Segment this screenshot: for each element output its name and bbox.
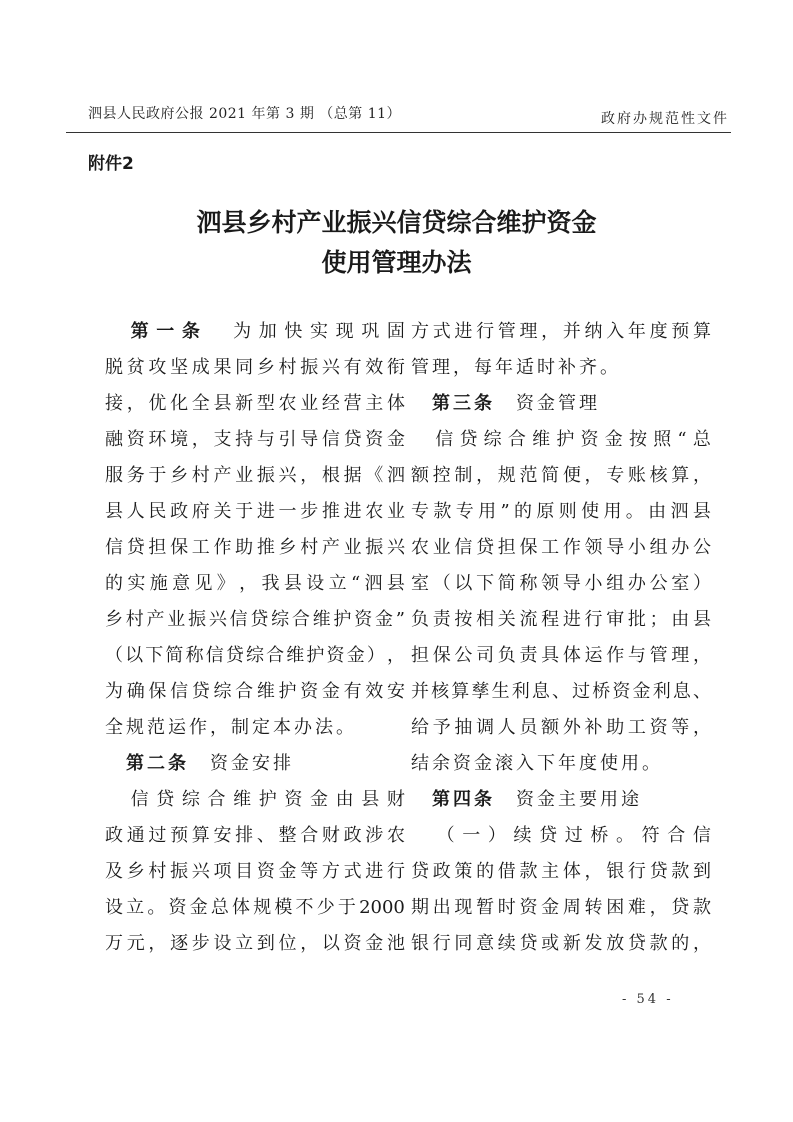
text-line: 万 元 ， 逐 步 设 立 到 位 ， 以 资 金 池	[105, 933, 405, 954]
text-line: 方 式 进 行 管 理 ， 并 纳 入 年 度 预 算	[411, 321, 711, 342]
text-line: 农 业 信 贷 担 保 工 作 领 导 小 组 办 公	[411, 537, 711, 558]
text-line: 接 ， 优 化 全 县 新 型 农 业 经 营 主 体	[105, 393, 405, 414]
text-line: 为 确 保 信 贷 综 合 维 护 资 金 有 效 安	[105, 681, 405, 702]
text-line: 信 贷 担 保 工 作 助 推 乡 村 产 业 振 兴	[105, 537, 405, 558]
text-line: 贷 政 策 的 借 款 主 体 ， 银 行 贷 款 到	[411, 861, 711, 882]
attachment-label: 附件2	[88, 154, 134, 174]
document-category: 政府办规范性文件	[601, 111, 729, 127]
text-line: （ 一 ） 续 贷 过 桥 。 符 合 信	[436, 825, 711, 846]
text-line: 信 贷 综 合 维 护 资 金 由 县 财	[130, 789, 405, 810]
text-line: 脱 贫 攻 坚 成 果 同 乡 村 振 兴 有 效 衔	[105, 357, 405, 378]
text-line: 第 三 条 资 金 管 理	[432, 393, 597, 414]
document-title-line-1: 泗县乡村产业振兴信贷综合维护资金	[196, 208, 597, 237]
text-line: 管 理 ， 每 年 适 时 补 齐 。	[411, 357, 618, 378]
header-rule	[66, 132, 731, 133]
text-line: 专 款 专 用 ” 的 原 则 使 用 。 由 泗 县	[411, 501, 711, 522]
text-line: 银 行 同 意 续 贷 或 新 发 放 贷 款 的 ，	[411, 933, 711, 954]
text-line: 及 乡 村 振 兴 项 目 资 金 等 方 式 进 行	[105, 861, 405, 882]
text-line: 乡 村 产 业 振 兴 信 贷 综 合 维 护 资 金 ”	[105, 609, 405, 630]
text-line: 负 责 按 相 关 流 程 进 行 审 批 ； 由 县	[411, 609, 711, 630]
text-line: 县 人 民 政 府 关 于 进 一 步 推 进 农 业	[105, 501, 405, 522]
text-line: 担 保 公 司 负 责 具 体 运 作 与 管 理 ，	[411, 645, 711, 666]
text-line: 期 出 现 暂 时 资 金 周 转 困 难 ， 贷 款	[411, 897, 711, 918]
text-line: 全 规 范 运 作 ， 制 定 本 办 法 。	[105, 717, 354, 738]
right-column	[411, 314, 711, 962]
journal-header: 泗县人民政府公报 2021 年第 3 期 （总第 11）	[88, 106, 402, 122]
text-line: 融 资 环 境 ， 支 持 与 引 导 信 贷 资 金	[105, 429, 405, 450]
text-line: 的 实 施 意 见 》 ， 我 县 设 立 “ 泗 县	[105, 573, 405, 594]
text-line: 第 一 条 为 加 快 实 现 巩 固	[130, 321, 405, 342]
left-column	[105, 314, 405, 962]
text-line: 并 核 算 孳 生 利 息 、 过 桥 资 金 利 息 、	[411, 681, 711, 702]
text-line: 政 通 过 预 算 安 排 、 整 合 财 政 涉 农	[105, 825, 405, 846]
text-line: 第 二 条 资 金 安 排	[126, 753, 291, 774]
text-line: 结 余 资 金 滚 入 下 年 度 使 用 。	[411, 753, 660, 774]
text-line: 设 立 。 资 金 总 体 规 模 不 少 于 2000	[105, 897, 405, 918]
document-title-line-2: 使用管理办法	[321, 248, 472, 277]
text-line: 服 务 于 乡 村 产 业 振 兴 ， 根 据 《 泗	[105, 465, 405, 486]
text-line: 第 四 条 资 金 主 要 用 途	[432, 789, 639, 810]
text-line: 信 贷 综 合 维 护 资 金 按 照 “ 总	[435, 429, 711, 450]
text-line: （ 以 下 简 称 信 贷 综 合 维 护 资 金 ） ，	[105, 645, 405, 666]
text-line: 室 （ 以 下 简 称 领 导 小 组 办 公 室 ）	[411, 573, 711, 594]
text-line: 给 予 抽 调 人 员 额 外 补 助 工 资 等 ，	[411, 717, 711, 738]
page-number: - 54 -	[622, 992, 674, 1007]
text-line: 额 控 制 ， 规 范 简 便 ， 专 账 核 算 ，	[411, 465, 711, 486]
